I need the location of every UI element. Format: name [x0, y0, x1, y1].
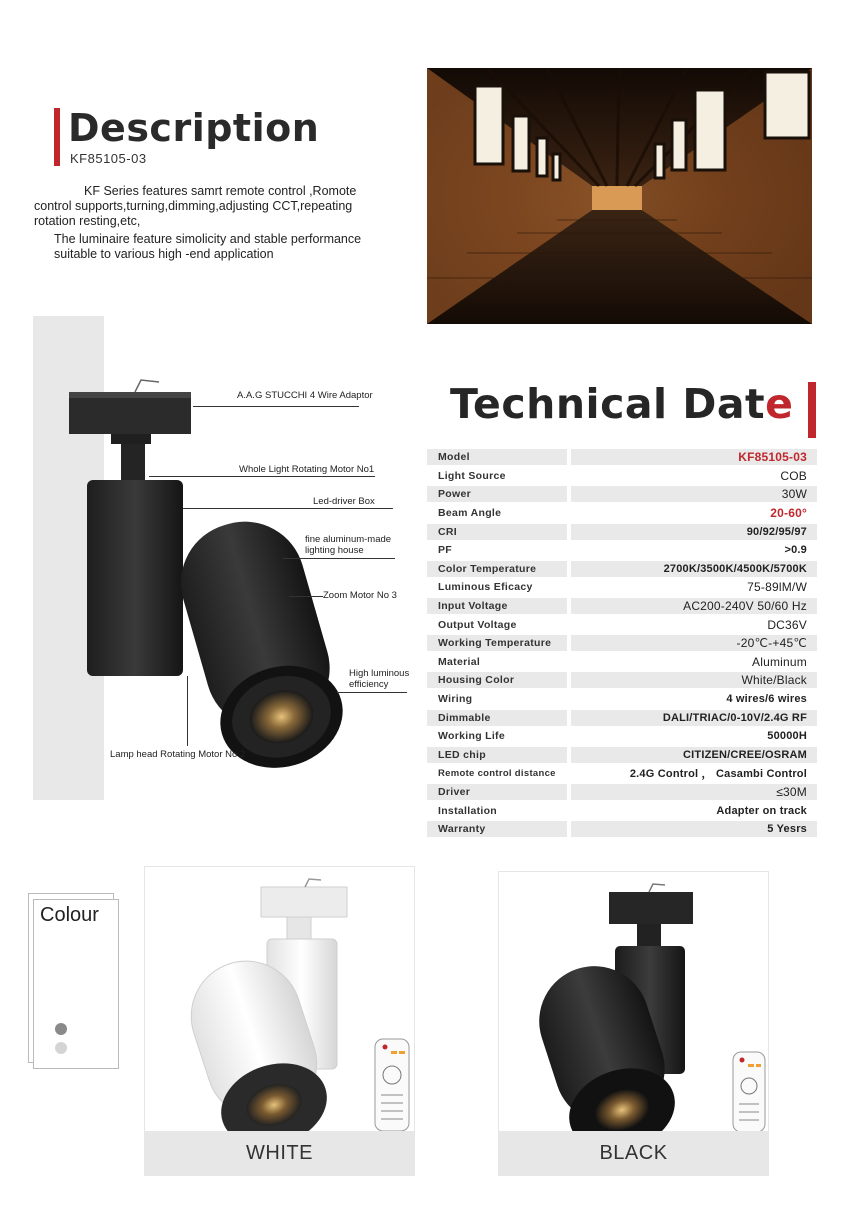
spec-value: DALI/TRIAC/0-10V/2.4G RF	[571, 710, 817, 726]
callout-aluminum-house: fine aluminum-made lighting house	[305, 534, 392, 556]
callout-rotating-motor-1: Whole Light Rotating Motor No1	[239, 464, 375, 475]
spec-row-working-life	[427, 727, 817, 746]
colour-dot-grey	[55, 1023, 67, 1035]
spec-row-remote-distance	[427, 764, 817, 783]
spec-row-beam-angle	[427, 504, 817, 523]
description-paragraph-1: KF Series features samrt remote control ,Romote control supports,turning,dimming,adjusting CCT,repeating rotation resting,etc,	[34, 184, 357, 228]
spec-value: 2.4G Control ， Casambi Control	[629, 768, 807, 781]
spec-row-model	[427, 448, 817, 467]
spec-label: Remote control distance	[438, 767, 556, 779]
spec-label: Light Source	[438, 469, 506, 482]
technical-title-accent: e	[765, 380, 794, 428]
spec-label: Dimmable	[427, 710, 567, 726]
spec-label: Working Temperature	[427, 635, 567, 651]
spec-label: Luminous Eficacy	[438, 581, 533, 594]
spec-label: Power	[427, 486, 567, 502]
spec-row-warranty	[427, 820, 817, 839]
spec-label: Beam Angle	[438, 507, 502, 520]
callout-rotating-motor-2-line	[187, 676, 188, 746]
spec-row-dimmable	[427, 708, 817, 727]
colour-dot-light	[55, 1042, 67, 1054]
spec-row-light-source	[427, 467, 817, 486]
spec-label: Wiring	[438, 693, 473, 706]
spec-label: CRI	[427, 524, 567, 540]
spec-value: 2700K/3500K/4500K/5700K	[571, 561, 817, 577]
spec-label: Input Voltage	[427, 598, 567, 614]
product-diagram	[33, 316, 418, 800]
spec-value: KF85105-03	[571, 449, 817, 465]
spec-value: 4 wires/6 wires	[726, 693, 807, 706]
callout-high-efficiency: High luminous efficiency	[349, 668, 410, 690]
gallery-corridor-photo	[427, 68, 812, 324]
callout-aluminum-house-line	[283, 558, 395, 559]
spec-row-housing-color	[427, 671, 817, 690]
spec-row-power	[427, 485, 817, 504]
spec-row-input-voltage	[427, 597, 817, 616]
spec-value: 75-89lM/W	[747, 580, 807, 595]
spec-value: 50000H	[767, 730, 807, 743]
spec-label: PF	[438, 544, 453, 557]
spec-value: CITIZEN/CREE/OSRAM	[571, 747, 817, 763]
spec-row-material	[427, 653, 817, 672]
spec-row-wiring	[427, 690, 817, 709]
spec-row-color-temperature	[427, 560, 817, 579]
spec-value: White/Black	[571, 672, 817, 688]
spec-label: LED chip	[427, 747, 567, 763]
product-card-white	[144, 866, 415, 1176]
spec-table	[427, 448, 817, 838]
spec-value: DC36V	[767, 617, 807, 632]
product-card-black	[498, 871, 769, 1176]
black-track-light-image	[499, 872, 769, 1133]
description-model-number: KF85105-03	[70, 151, 147, 166]
callout-zoom-motor-3-line	[289, 596, 323, 597]
spec-row-output-voltage	[427, 615, 817, 634]
corridor-illustration	[427, 68, 812, 324]
spec-row-cri	[427, 522, 817, 541]
callout-driver-box-line	[183, 508, 393, 509]
spec-label: Housing Color	[427, 672, 567, 688]
spec-row-led-chip	[427, 746, 817, 765]
callout-driver-box: Led-driver Box	[313, 496, 375, 507]
spec-value: AC200-240V 50/60 Hz	[571, 598, 817, 614]
description-title: Description	[68, 106, 320, 150]
description-accent-bar	[54, 108, 60, 166]
spec-value: 30W	[571, 486, 817, 502]
technical-title-main: Technical Dat	[450, 380, 766, 428]
spec-label: Model	[427, 449, 567, 465]
product-label-white: WHITE	[145, 1131, 414, 1175]
spec-row-driver	[427, 783, 817, 802]
callout-adaptor: A.A.G STUCCHI 4 Wire Adaptor	[237, 390, 373, 401]
spec-label: Installation	[438, 804, 498, 817]
product-label-black: BLACK	[499, 1131, 768, 1175]
technical-title	[450, 380, 793, 428]
spec-value: COB	[780, 468, 807, 483]
spec-label: Color Temperature	[427, 561, 567, 577]
spec-value: 90/92/95/97	[571, 524, 817, 540]
spec-value: 5 Yesrs	[571, 821, 817, 837]
callout-rotating-motor-2: Lamp head Rotating Motor No 2	[110, 749, 246, 760]
spec-value: -20℃-+45℃	[571, 635, 817, 651]
spec-value: >0.9	[784, 544, 807, 557]
callout-zoom-motor-3: Zoom Motor No 3	[323, 590, 397, 601]
description-paragraph-2: The luminaire feature simolicity and stable performance suitable to various high -end application	[54, 232, 362, 261]
callout-high-efficiency-line	[337, 692, 407, 693]
spec-value: Adapter on track	[716, 804, 807, 817]
spec-label: Warranty	[427, 821, 567, 837]
spec-row-working-temperature	[427, 634, 817, 653]
spec-row-installation	[427, 801, 817, 820]
spec-row-pf	[427, 541, 817, 560]
callout-adaptor-line	[193, 406, 359, 407]
spec-row-luminous-efficacy	[427, 578, 817, 597]
spec-label: Driver	[427, 784, 567, 800]
spec-value: Aluminum	[752, 654, 807, 669]
spec-label: Output Voltage	[438, 618, 517, 631]
white-track-light-image	[145, 867, 415, 1133]
spec-value: 20-60°	[770, 506, 807, 521]
colour-label: Colour	[40, 904, 99, 926]
callout-rotating-motor-1-line	[149, 476, 375, 477]
spec-label: Material	[438, 655, 481, 668]
technical-accent-bar	[808, 382, 816, 438]
spec-label: Working Life	[438, 730, 505, 743]
spec-value: ≤30M	[571, 784, 817, 800]
